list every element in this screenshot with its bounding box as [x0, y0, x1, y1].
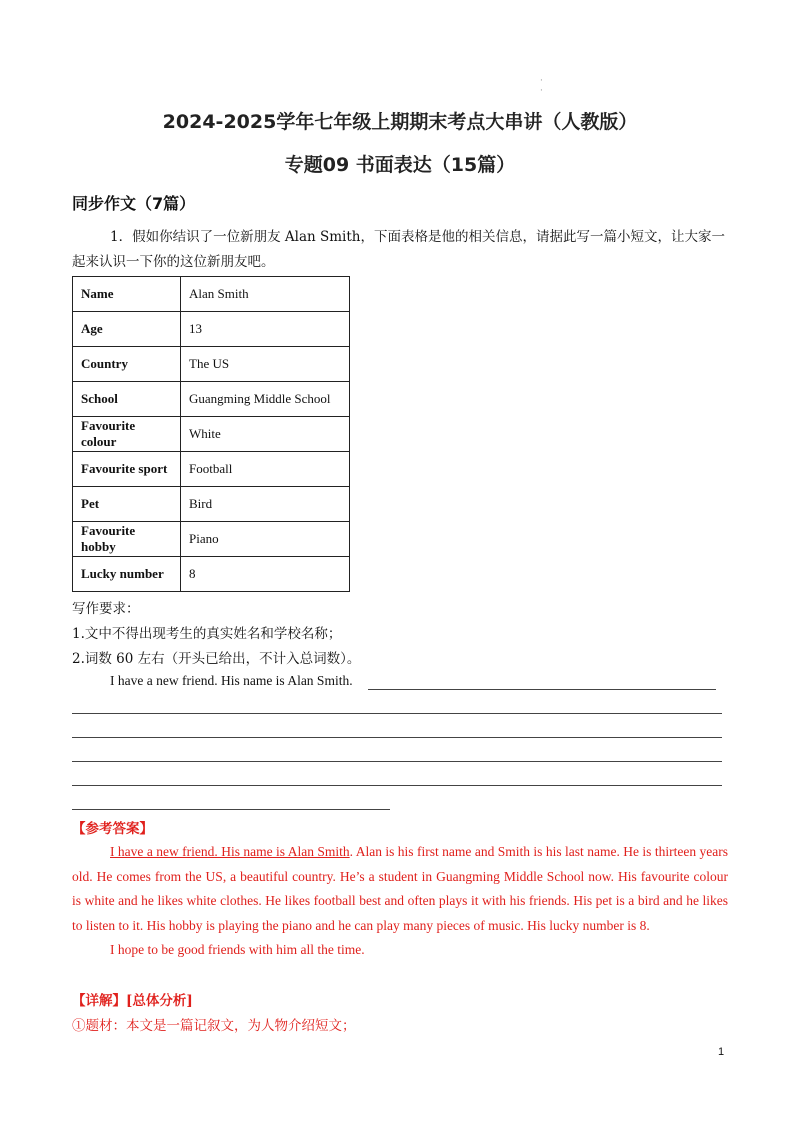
document-subtitle: 专题09 书面表达（15篇）: [284, 154, 516, 176]
table-value-cell: The US: [181, 347, 350, 382]
page-number: 1: [718, 1046, 725, 1058]
table-value-cell: Bird: [181, 487, 350, 522]
answer-closing: I hope to be good friends with him all the time.: [110, 942, 365, 957]
table-value-cell: Guangming Middle School: [181, 382, 350, 417]
table-row: [73, 522, 350, 557]
table-key-cell: Favourite sport: [73, 452, 181, 487]
table-key-cell: Favourite hobby: [73, 522, 181, 557]
answer-underlined: I have a new friend. His name is Alan Smith: [110, 844, 350, 859]
table-row: [73, 452, 350, 487]
section-heading: 同步作文（7篇）: [72, 194, 196, 213]
writing-line: [72, 737, 722, 738]
table-value-cell: Piano: [181, 522, 350, 557]
table-value-cell: White: [181, 417, 350, 452]
table-row: [73, 347, 350, 382]
table-value-cell: Football: [181, 452, 350, 487]
requirement-item: 2.词数 60 左右（开头已给出，不计入总词数）。: [72, 651, 361, 667]
table-row: [73, 312, 350, 347]
analysis-point: ①题材：本文是一篇记叙文，为人物介绍短文；: [72, 1018, 356, 1034]
table-value-cell: Alan Smith: [181, 277, 350, 312]
writing-line: [72, 809, 390, 810]
header-marks: · ·: [540, 76, 543, 96]
document-title: 2024-2025学年七年级上期期末考点大串讲（人教版）: [162, 111, 638, 133]
table-row: [73, 487, 350, 522]
answer-text: [72, 840, 728, 963]
info-table: [72, 276, 350, 592]
detail-label: 【详解】[总体分析]: [72, 993, 193, 1009]
table-row: [73, 417, 350, 452]
table-key-cell: Favourite colour: [73, 417, 181, 452]
table-row: [73, 557, 350, 592]
answer-body: . Alan is his first name and Smith is his last name. He is thirteen years old. He comes from the US, a beautiful country. He’s a student in Guangming Middle School now. His favourite colour is white and he likes white clothes. He likes football best and often plays it with his friends. His pet is a bird and he likes to listen to it. His hobby is playing the piano and he can play many pieces of music. His lucky number is 8.: [72, 844, 728, 933]
table-key-cell: Name: [73, 277, 181, 312]
table-row: [73, 277, 350, 312]
answer-label: 【参考答案】: [72, 821, 153, 837]
requirement-item: 1.文中不得出现考生的真实姓名和学校名称；: [72, 626, 342, 642]
requirements-title: 写作要求：: [72, 601, 140, 617]
table-key-cell: Pet: [73, 487, 181, 522]
table-value-cell: 8: [181, 557, 350, 592]
table-key-cell: Lucky number: [73, 557, 181, 592]
table-value-cell: 13: [181, 312, 350, 347]
essay-opening: I have a new friend. His name is Alan Smith.: [110, 673, 353, 688]
writing-line: [72, 761, 722, 762]
writing-line: [368, 689, 716, 690]
question-text: 1．假如你结识了一位新朋友 Alan Smith，下面表格是他的相关信息，请据此写一篇小短文，让大家一起来认识一下你的这位新朋友吧。: [72, 229, 725, 270]
writing-line: [72, 785, 722, 786]
writing-line: [72, 713, 722, 714]
table-row: [73, 382, 350, 417]
table-key-cell: School: [73, 382, 181, 417]
table-key-cell: Country: [73, 347, 181, 382]
table-key-cell: Age: [73, 312, 181, 347]
